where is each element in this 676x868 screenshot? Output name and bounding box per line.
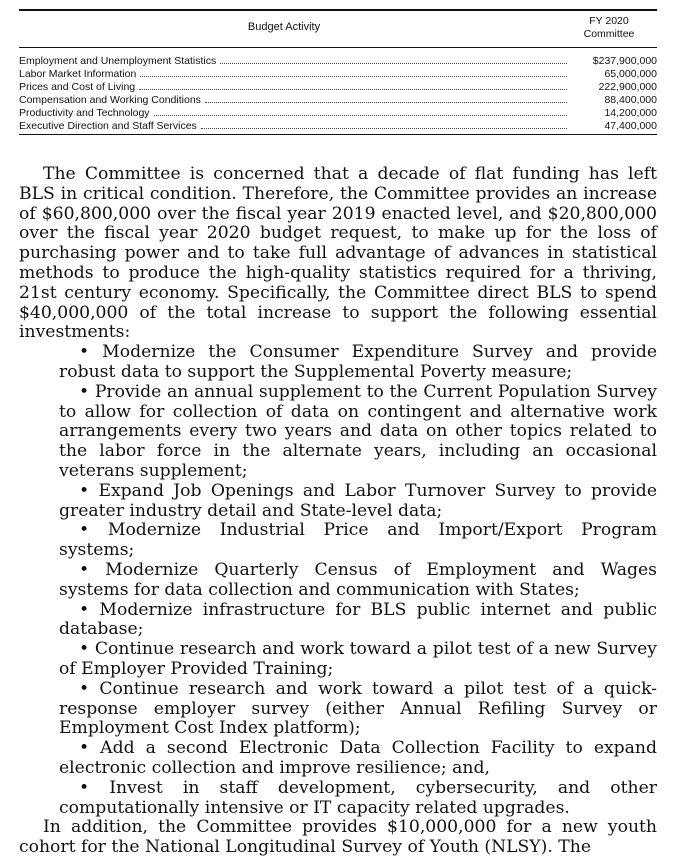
row-label: Employment and Unemployment Statistics bbox=[19, 55, 217, 67]
list-item-text: Modernize infrastructure for BLS public internet and public database; bbox=[59, 599, 657, 640]
dot-leader bbox=[154, 106, 567, 116]
list-item-text: Continue research and work toward a pilot test of a quick-response employer survey (either Annual Refiling Survey or Employment Cost Index platform); bbox=[59, 678, 657, 739]
list-item bbox=[19, 343, 657, 383]
dot-leader bbox=[205, 93, 567, 103]
bullet-glyph: • bbox=[79, 342, 90, 363]
list-item bbox=[19, 601, 657, 641]
table-row bbox=[19, 119, 657, 132]
header-budget-activity: Budget Activity bbox=[247, 21, 321, 33]
list-item-text: Modernize Quarterly Census of Employment and Wages systems for data collection and communication with States; bbox=[59, 559, 657, 600]
header-fy-committee bbox=[564, 15, 654, 41]
list-item-text: Provide an annual supplement to the Current Population Survey to allow for collection of data on contingent and alternative work arrangements every two years and data on other topics related to the labor force in the alternate years, including an occasional veterans supplement; bbox=[59, 381, 657, 481]
budget-table bbox=[19, 9, 657, 135]
bullet-glyph: • bbox=[79, 639, 90, 660]
list-item bbox=[19, 680, 657, 739]
row-label: Compensation and Working Conditions bbox=[19, 94, 201, 106]
row-amount: $237,900,000 bbox=[592, 55, 657, 67]
table-row bbox=[19, 93, 657, 106]
list-item-text: Add a second Electronic Data Collection Facility to expand electronic collection and improve resilience; and, bbox=[59, 738, 658, 778]
list-item bbox=[19, 482, 657, 522]
row-amount: 47,400,000 bbox=[604, 120, 657, 132]
list-item bbox=[19, 739, 657, 779]
bullet-glyph: • bbox=[79, 520, 90, 541]
table-row bbox=[19, 80, 657, 93]
dot-leader bbox=[220, 54, 567, 64]
header-fy-line1: FY 2020 bbox=[589, 15, 629, 27]
list-item-text: Modernize Industrial Price and Import/Export Program systems; bbox=[59, 520, 657, 561]
investment-list bbox=[19, 343, 657, 818]
list-item bbox=[19, 640, 657, 680]
list-item-text: Continue research and work toward a pilot test of a new Survey of Employer Provided Training; bbox=[59, 639, 657, 679]
list-item-text: Modernize the Consumer Expenditure Survey and provide robust data to support the Supplemental Poverty measure; bbox=[59, 342, 657, 382]
dot-leader bbox=[201, 119, 567, 129]
row-label: Labor Market Information bbox=[19, 68, 137, 80]
list-item bbox=[19, 561, 657, 601]
row-amount: 222,900,000 bbox=[598, 81, 657, 93]
list-item bbox=[19, 779, 657, 819]
bullet-glyph: • bbox=[79, 559, 90, 580]
row-label: Prices and Cost of Living bbox=[19, 81, 136, 93]
table-row bbox=[19, 67, 657, 80]
dot-leader bbox=[140, 67, 567, 77]
bullet-glyph: • bbox=[79, 599, 90, 620]
row-amount: 14,200,000 bbox=[604, 107, 657, 119]
bullet-glyph: • bbox=[79, 738, 90, 759]
row-amount: 88,400,000 bbox=[604, 94, 657, 106]
dot-leader bbox=[139, 80, 567, 90]
bullet-glyph: • bbox=[79, 777, 90, 798]
list-item bbox=[19, 383, 657, 482]
table-header bbox=[19, 11, 657, 47]
list-item bbox=[19, 521, 657, 561]
bullet-glyph: • bbox=[79, 381, 90, 402]
bullet-glyph: • bbox=[79, 480, 90, 501]
list-item-text: Expand Job Openings and Labor Turnover Survey to provide greater industry detail and State-level data; bbox=[59, 480, 657, 521]
row-label: Executive Direction and Staff Services bbox=[19, 120, 197, 132]
header-fy-line2: Committee bbox=[583, 28, 635, 40]
table-row bbox=[19, 54, 657, 67]
bullet-glyph: • bbox=[79, 678, 90, 699]
row-amount: 65,000,000 bbox=[604, 68, 657, 80]
closing-paragraph: In addition, the Committee provides $10,000,000 for a new youth cohort for the National Longitudinal Survey of Youth (NLSY). The bbox=[19, 817, 657, 858]
table-bottom-rule bbox=[19, 134, 657, 135]
row-label: Productivity and Technology bbox=[19, 107, 150, 119]
table-row bbox=[19, 106, 657, 119]
report-body bbox=[19, 165, 657, 858]
table-body bbox=[19, 48, 657, 134]
list-item-text: Invest in staff development, cybersecurity, and other computationally intensive or IT capacity related upgrades. bbox=[59, 777, 657, 818]
intro-paragraph: The Committee is concerned that a decade of flat funding has left BLS in critical condition. Therefore, the Committee provides an increase of $60,800,000 over the fiscal year 2019 enacted level, and $20,800,000 over the fiscal year 2020 budget request, to make up for the loss of purchasing power and to take full advantage of advances in statistical methods to produce the high-quality statistics required for a thriving, 21st century economy. Specifically, the Committee direct BLS to spend $40,000,000 of the total increase to support the following essential investments: bbox=[19, 164, 657, 343]
